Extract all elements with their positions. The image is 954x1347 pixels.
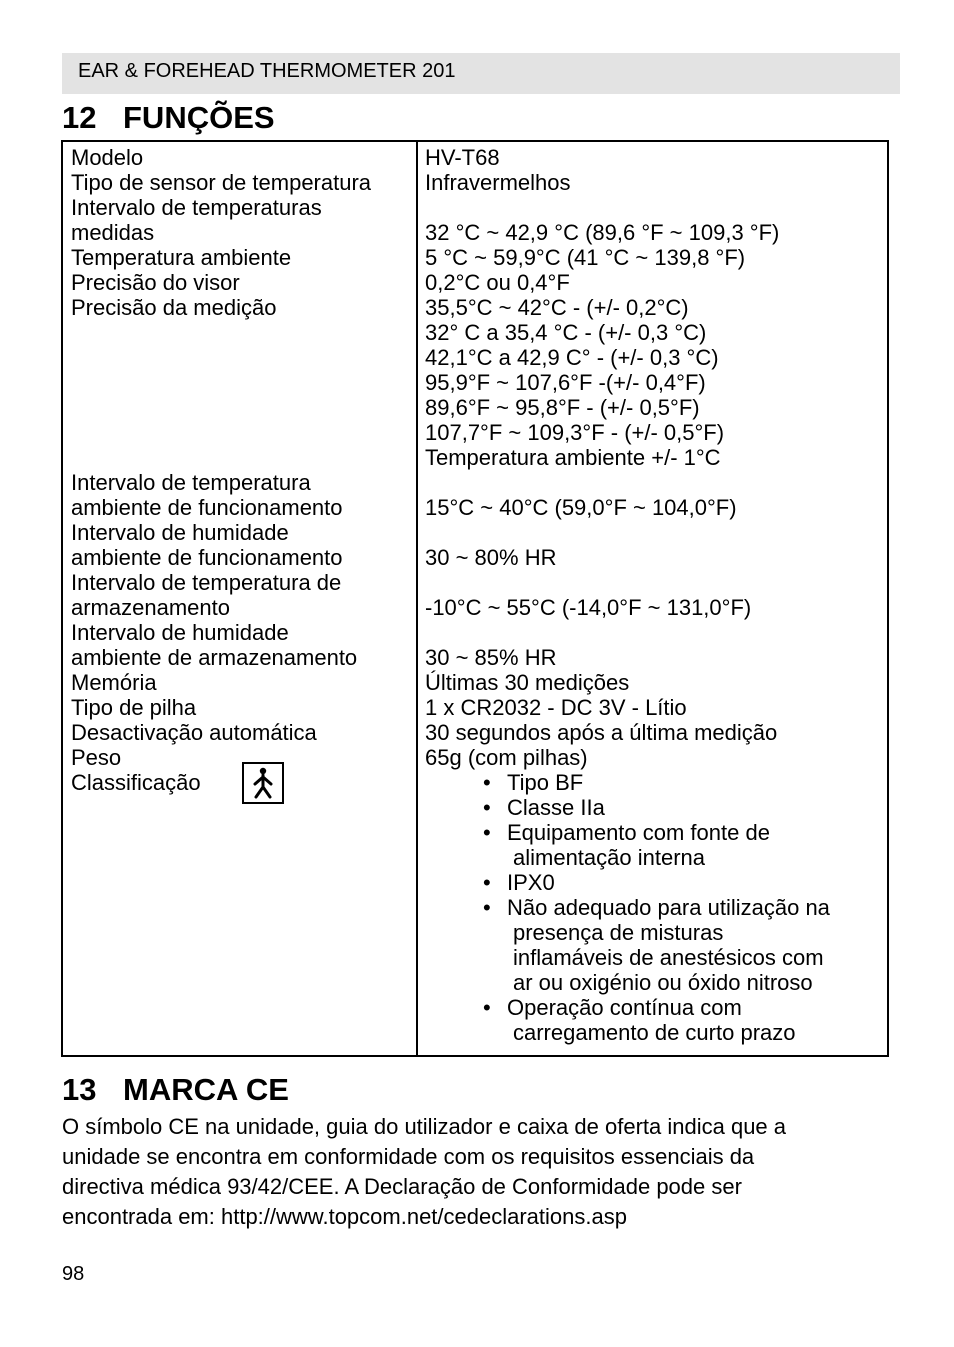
spec-label: medidas [71,220,155,245]
page-number: 98 [62,1263,85,1285]
spec-label: Tipo de pilha [71,695,197,720]
spec-value: 1 x CR2032 - DC 3V - Lítio [425,695,687,720]
spec-label: Precisão da medição [71,295,277,320]
spec-value: Infravermelhos [425,170,571,195]
spec-value: HV-T68 [425,145,500,170]
spec-label: Desactivação automática [71,720,317,745]
classification-bullet: • Tipo BF [483,770,584,795]
spec-value: 30 ~ 85% HR [425,645,557,670]
section-13-heading: MARCA CE [123,1072,289,1107]
classification-bullet: • Não adequado para utilização na [483,895,830,920]
spec-value: 32 °C ~ 42,9 °C (89,6 °F ~ 109,3 °F) [425,220,780,245]
spec-label: Temperatura ambiente [71,245,292,270]
spec-label: Intervalo de humidade [71,520,289,545]
classification-bullet: • Classe IIa [483,795,605,820]
section-12-heading: FUNÇÕES [123,100,275,135]
specifications-table [61,140,889,1057]
spec-value: 32° C a 35,4 °C - (+/- 0,3 °C) [425,320,707,345]
spec-label: Intervalo de temperatura de [71,570,342,595]
spec-value: 30 segundos após a última medição [425,720,778,745]
section-13-number: 13 [62,1072,97,1107]
spec-value: 89,6°F ~ 95,8°F - (+/- 0,5°F) [425,395,700,420]
spec-value: 107,7°F ~ 109,3°F - (+/- 0,5°F) [425,420,725,445]
classification-bullet-continuation: presença de misturas [513,920,724,945]
spec-value: 5 °C ~ 59,9°C (41 °C ~ 139,8 °F) [425,245,746,270]
header-bar [62,53,900,94]
spec-label: ambiente de armazenamento [71,645,358,670]
spec-value: Temperatura ambiente +/- 1°C [425,445,721,470]
spec-label: ambiente de funcionamento [71,495,343,520]
spec-value: 65g (com pilhas) [425,745,588,770]
spec-value: -10°C ~ 55°C (-14,0°F ~ 131,0°F) [425,595,752,620]
header-title: EAR & FOREHEAD THERMOMETER 201 [78,60,456,82]
classification-bullet: • Operação contínua com [483,995,742,1020]
spec-value: 95,9°F ~ 107,6°F -(+/- 0,4°F) [425,370,706,395]
column-divider [416,142,418,1055]
spec-label: Intervalo de temperatura [71,470,311,495]
paragraph-line: unidade se encontra em conformidade com os requisitos essenciais da [62,1144,755,1169]
classification-bullet-continuation: ar ou oxigénio ou óxido nitroso [513,970,813,995]
spec-label: Intervalo de humidade [71,620,289,645]
ce-mark-paragraph [62,1112,902,1232]
spec-value: 30 ~ 80% HR [425,545,557,570]
spec-label: Modelo [71,145,144,170]
spec-label: ambiente de funcionamento [71,545,343,570]
classification-bullet: • Equipamento com fonte de [483,820,770,845]
spec-label: Classificação [71,770,201,795]
classification-bullet-continuation: inflamáveis de anestésicos com [513,945,824,970]
spec-value: 35,5°C ~ 42°C - (+/- 0,2°C) [425,295,689,320]
section-12-title [62,101,275,135]
spec-label: armazenamento [71,595,230,620]
spec-value: 42,1°C a 42,9 C° - (+/- 0,3 °C) [425,345,719,370]
classification-bullet-continuation: carregamento de curto prazo [513,1020,796,1045]
spec-label: Memória [71,670,157,695]
spec-label: Peso [71,745,122,770]
section-12-number: 12 [62,100,97,135]
spec-value: 0,2°C ou 0,4°F [425,270,570,295]
type-bf-person-icon [242,762,284,804]
spec-label: Tipo de sensor de temperatura [71,170,372,195]
classification-bullet-continuation: alimentação interna [513,845,706,870]
section-13-title [62,1073,289,1107]
spec-label: Intervalo de temperaturas [71,195,322,220]
paragraph-line: encontrada em: http://www.topcom.net/cedeclarations.asp [62,1204,627,1229]
spec-value: 15°C ~ 40°C (59,0°F ~ 104,0°F) [425,495,737,520]
paragraph-line: O símbolo CE na unidade, guia do utilizador e caixa de oferta indica que a [62,1114,787,1139]
paragraph-line: directiva médica 93/42/CEE. A Declaração de Conformidade pode ser [62,1174,742,1199]
classification-bullet: • IPX0 [483,870,555,895]
spec-label: Precisão do visor [71,270,240,295]
spec-value: Últimas 30 medições [425,670,630,695]
